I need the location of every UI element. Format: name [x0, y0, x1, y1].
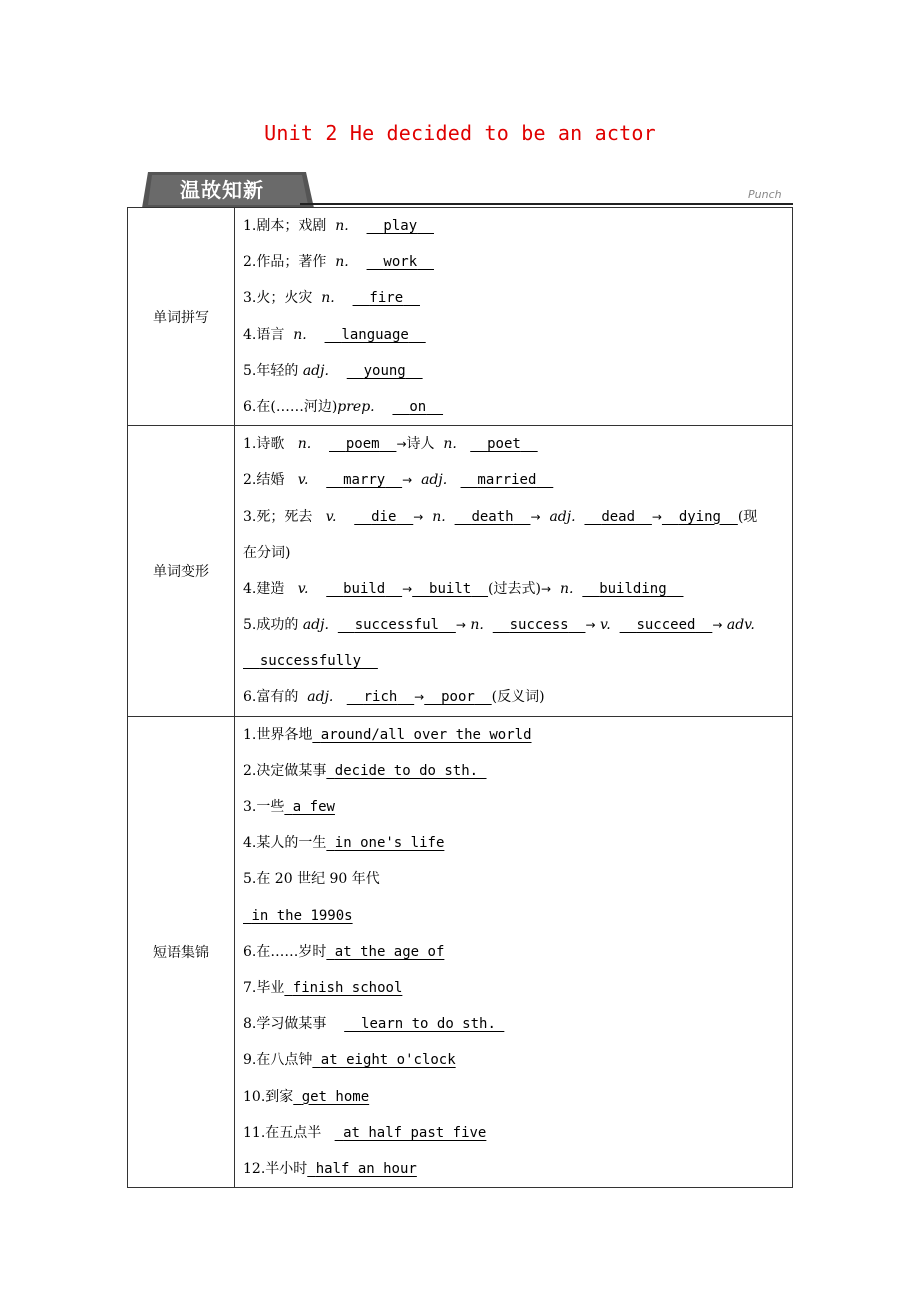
answer-blank: at eight o'clock [320, 1052, 456, 1069]
list-item: 3.火；火灾 n. fire [243, 280, 786, 316]
list-item: 6.在(……河边)prep. on [243, 389, 786, 425]
list-item: 5.在 20 世纪 90 年代 [243, 871, 380, 888]
arrow-icon: → [651, 509, 662, 524]
list-item [243, 643, 786, 679]
arrow-icon: → [402, 473, 413, 488]
list-item: 5.成功的 adj. successful → n. success → v. succeed → adv. [243, 607, 786, 643]
answer-blank: successfully [259, 653, 362, 670]
answer-blank: fire [369, 290, 404, 307]
list-item: 2.作品；著作 n. work [243, 244, 786, 280]
table-row [128, 208, 793, 426]
list-item: 6.富有的 adj. rich → poor (反义词) [243, 679, 786, 715]
arrow-icon: → [455, 618, 466, 633]
answer-blank: at half past five [343, 1124, 487, 1141]
list-item [243, 898, 786, 934]
page-title: Unit 2 He decided to be an actor [264, 121, 656, 145]
answer-blank: in one's life [334, 835, 445, 852]
table-row [128, 716, 793, 1187]
answer-blank: built [429, 580, 472, 597]
answer-blank: young [363, 362, 406, 379]
answer-blank: language [341, 326, 409, 343]
answer-blank: at the age of [334, 943, 445, 960]
answer-blank: build [343, 580, 386, 597]
answer-blank: play [383, 218, 418, 234]
answer-blank: decide to do sth. [334, 762, 487, 779]
list-item: 1.剧本；戏剧 n. play [243, 208, 786, 244]
banner-divider [300, 203, 793, 205]
answer-blank: a few [292, 799, 335, 815]
section-label-phrases: 短语集锦 [128, 716, 235, 1187]
section-content-spelling [235, 208, 793, 426]
list-item: 8.学习做某事 learn to do sth. [243, 1006, 786, 1042]
answer-blank: on [409, 398, 427, 415]
list-item: 6.在……岁时 at the age of [243, 934, 786, 970]
answer-blank: around/all over the world [320, 726, 532, 743]
arrow-icon: → [585, 618, 596, 633]
list-item: 10.到家 get home [243, 1079, 786, 1115]
arrow-icon: → [396, 437, 407, 452]
answer-blank: dead [601, 508, 636, 525]
list-item: 2.结婚 v. marry → adj. married [243, 462, 786, 498]
section-label-spelling: 单词拼写 [128, 208, 235, 426]
answer-blank: half an hour [315, 1160, 417, 1177]
answer-blank: work [383, 254, 418, 271]
punch-watermark: Punch [748, 188, 782, 201]
list-item: 5.年轻的 adj. young [243, 353, 786, 389]
list-item: 9.在八点钟 at eight o'clock [243, 1042, 786, 1078]
answer-blank: married [477, 472, 537, 489]
list-item: 12.半小时 half an hour [243, 1151, 786, 1187]
section-content-phrases [235, 716, 793, 1187]
vocab-table [127, 207, 793, 1188]
list-item: 在分词) [243, 544, 291, 561]
answer-blank: building [599, 580, 667, 597]
answer-blank: death [471, 508, 514, 525]
answer-blank: get home [301, 1088, 370, 1105]
answer-blank: successful [354, 617, 439, 634]
list-item: 1.诗歌 n. poem →诗人 n. poet [243, 426, 786, 462]
section-banner: 温故知新 [180, 178, 264, 202]
list-item: 3.死；死去 v. die → n. death → adj. dead → dying (现 [243, 499, 786, 535]
table-row [128, 426, 793, 717]
answer-blank: in the 1990s [251, 907, 353, 924]
arrow-icon: → [712, 618, 723, 633]
arrow-icon: → [402, 581, 413, 596]
answer-blank: marry [343, 472, 386, 489]
arrow-icon: → [414, 690, 425, 705]
answer-blank: finish school [292, 979, 403, 996]
answer-blank: rich [363, 689, 398, 706]
answer-blank: poet [487, 436, 521, 453]
answer-blank: dying [678, 508, 721, 525]
answer-blank: poor [441, 689, 475, 706]
answer-blank: learn to do sth. [361, 1016, 505, 1033]
list-item: 7.毕业 finish school [243, 970, 786, 1006]
list-item: 4.建造 v. build → built (过去式)→ n. building [243, 571, 786, 607]
answer-blank: success [509, 617, 569, 634]
arrow-icon: → [540, 581, 552, 596]
list-item: 1.世界各地 around/all over the world [243, 717, 786, 753]
list-item: 4.语言 n. language [243, 317, 786, 353]
arrow-icon: → [413, 509, 424, 524]
answer-blank: succeed [636, 617, 696, 634]
list-item: 4.某人的一生 in one's life [243, 825, 786, 861]
list-item: 2.决定做某事 decide to do sth. [243, 753, 786, 789]
answer-blank: poem [345, 436, 380, 453]
section-content-forms [235, 426, 793, 717]
arrow-icon: → [530, 509, 541, 524]
section-label-forms: 单词变形 [128, 426, 235, 717]
answer-blank: die [371, 508, 397, 525]
list-item: 11.在五点半 at half past five [243, 1115, 786, 1151]
list-item: 3.一些 a few [243, 789, 786, 825]
